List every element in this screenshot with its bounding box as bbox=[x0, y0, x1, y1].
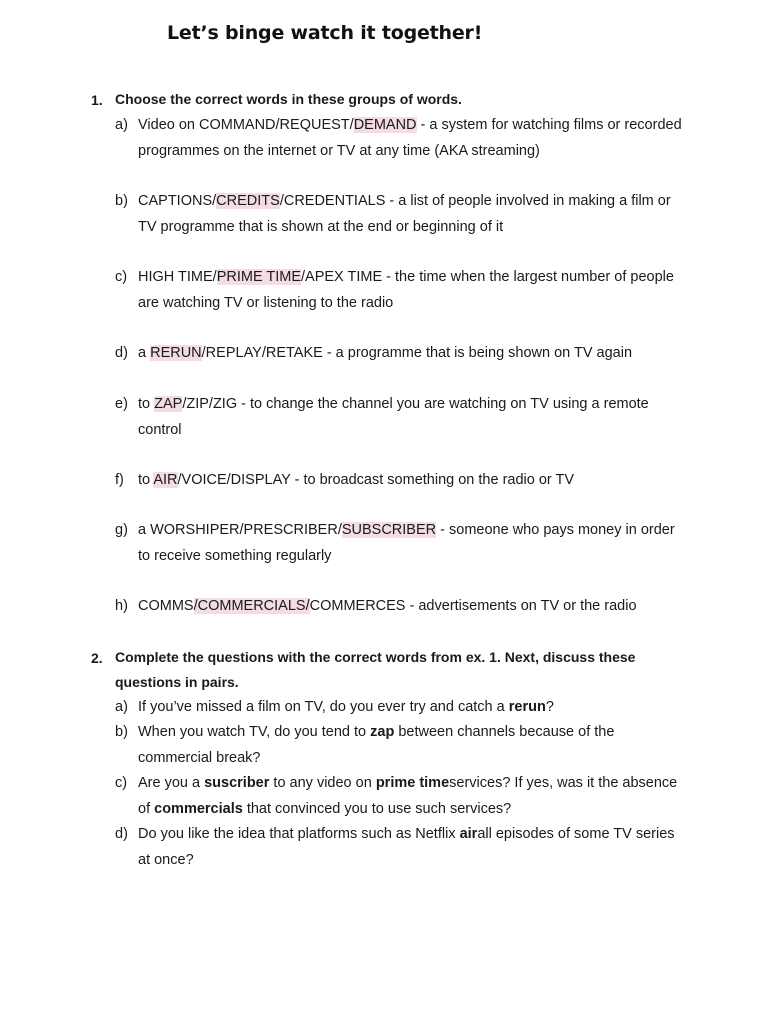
discussion-question bbox=[138, 771, 683, 822]
vocab-item bbox=[138, 341, 683, 367]
highlighted-answer: RERUN bbox=[150, 345, 202, 361]
item-definition: - advertisements on TV or the radio bbox=[405, 598, 637, 614]
item-options-before: to bbox=[138, 472, 154, 488]
question-text: When you watch TV, do you tend to bbox=[138, 724, 371, 740]
keyword: prime time bbox=[375, 775, 450, 791]
section-1-number: 1. bbox=[91, 92, 103, 108]
item-definition: - to change the channel you are watching on TV using a remote control bbox=[138, 396, 649, 438]
vocab-item bbox=[138, 392, 683, 443]
item-options-after: /REPLAY/RETAKE bbox=[201, 345, 323, 361]
highlighted-answer: SUBSCRIBER bbox=[341, 522, 437, 538]
page-title: Let’s binge watch it together! bbox=[167, 22, 483, 44]
section-2-number: 2. bbox=[91, 650, 103, 666]
vocab-item bbox=[138, 594, 683, 620]
item-options-before: HIGH TIME/ bbox=[138, 269, 217, 285]
item-options-after: /APEX TIME bbox=[301, 269, 383, 285]
vocab-item bbox=[138, 265, 683, 316]
item-definition: - a system for watching films or recorded programmes on the internet or TV at any time (AKA streaming) bbox=[138, 117, 682, 159]
question-text: If you’ve missed a film on TV, do you ever try and catch a bbox=[138, 699, 509, 715]
item-letter: e) bbox=[115, 396, 128, 412]
item-letter: f) bbox=[115, 472, 124, 488]
item-definition: - to broadcast something on the radio or TV bbox=[290, 472, 575, 488]
keyword: commercials bbox=[154, 800, 243, 817]
question-letter: a) bbox=[115, 699, 128, 715]
item-options-after: /CREDENTIALS bbox=[279, 193, 386, 209]
item-options-after: COMMERCES bbox=[309, 598, 406, 614]
keyword: rerun bbox=[508, 699, 546, 715]
item-letter: h) bbox=[115, 598, 128, 614]
keyword: suscriber bbox=[204, 775, 270, 791]
item-options-after: /VOICE/DISPLAY bbox=[177, 472, 291, 488]
question-text: all episodes of some TV series at once? bbox=[138, 826, 675, 868]
highlighted-answer: /COMMERCIALS/ bbox=[193, 598, 310, 614]
item-options-before: Video on COMMAND/REQUEST/ bbox=[138, 117, 354, 133]
highlighted-answer: DEMAND bbox=[353, 117, 417, 133]
discussion-question bbox=[138, 720, 683, 771]
item-letter: d) bbox=[115, 345, 128, 361]
item-options-before: to bbox=[138, 396, 155, 412]
item-options-before: CAPTIONS/ bbox=[138, 193, 217, 209]
item-definition: - the time when the largest number of people are watching TV or listening to the radio bbox=[138, 269, 674, 311]
vocab-item bbox=[138, 468, 683, 494]
item-options-before: a WORSHIPER/PRESCRIBER/ bbox=[138, 522, 342, 538]
vocab-item bbox=[138, 189, 683, 240]
item-options-after: /ZIP/ZIG bbox=[182, 396, 238, 412]
item-definition: - a programme that is being shown on TV again bbox=[322, 345, 633, 361]
item-options-before: a bbox=[138, 345, 151, 361]
discussion-question bbox=[138, 695, 683, 721]
question-text: Do you like the idea that platforms such as Netflix bbox=[138, 826, 460, 842]
item-letter: c) bbox=[115, 269, 128, 285]
highlighted-answer: PRIME TIME bbox=[216, 269, 302, 285]
section-2-heading: Complete the questions with the correct words from ex. 1. Next, discuss these questions in pairs. bbox=[115, 649, 636, 690]
item-letter: b) bbox=[115, 193, 128, 209]
item-letter: a) bbox=[115, 117, 128, 133]
question-letter: b) bbox=[115, 724, 128, 740]
question-text: to any video on bbox=[269, 775, 376, 791]
discussion-question bbox=[138, 822, 683, 873]
vocab-item bbox=[138, 113, 683, 164]
vocab-item bbox=[138, 518, 683, 569]
keyword: air bbox=[459, 826, 478, 842]
keyword: zap bbox=[370, 724, 395, 740]
question-text: between channels because of the commercial break? bbox=[138, 724, 615, 766]
item-definition: - a list of people involved in making a film or TV programme that is shown at the end or beginning of it bbox=[138, 193, 671, 235]
section-1-heading: Choose the correct words in these groups of words. bbox=[115, 91, 462, 107]
item-options-before: COMMS bbox=[138, 598, 194, 614]
item-letter: g) bbox=[115, 522, 128, 538]
question-letter: d) bbox=[115, 826, 128, 842]
question-letter: c) bbox=[115, 775, 128, 791]
highlighted-answer: CREDITS bbox=[216, 193, 280, 209]
question-text: Are you a bbox=[138, 775, 205, 791]
highlighted-answer: ZAP bbox=[154, 396, 183, 412]
question-text: ? bbox=[545, 699, 554, 715]
question-text: services? If yes, was it the absence of bbox=[138, 775, 678, 817]
item-definition: - someone who pays money in order to receive something regularly bbox=[138, 522, 675, 564]
highlighted-answer: AIR bbox=[153, 472, 178, 488]
question-text: that convinced you to use such services? bbox=[242, 800, 512, 817]
